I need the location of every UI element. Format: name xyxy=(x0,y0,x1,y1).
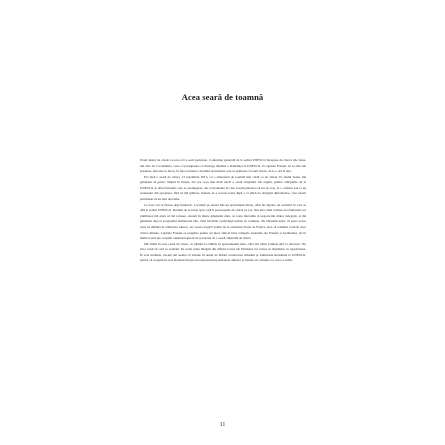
paragraph: La acea oră se făcuse deja întuneric. Locuiam pe atunci într-un apartament micuț, aflat nu departe de cartierul în care se află și sediul UNESCO. Drumul de la birou spre casă îl parcurgeam de obicei pe jos, mai ales când vremea era frumoasă, iar plimbarea mă ajuta să mă relaxez. Aveam în minte gândurile zilei, cu toate discuțiile și negocierile dintre delegații, și mă gândeam deja la programul următoarei zile, când lucrările conferinței urmau să continue. Nu bănuiam deloc că seara aceea avea să rămână în amintirea tuturor, iar vestea tragică venită de la stadionul Stade de France avea să schimbe totul în doar câteva minute. Capitala Franței se pregătea pentru un meci amical între echipele naționale ale Franței și Germaniei, iar în multe locuri ale orașului oamenii ieșiseră să se bucure de o seară obișnuită de vineri. xyxy=(140,202,306,241)
body-text xyxy=(140,158,306,264)
paragraph: Mă aflam în acea seară de vineri, cu gândul la odihnă, în apartamentul meu, când am văzut primele știri la televizor. Nu mi-a venit să cred ce vedeam. Pe ecran rulau imagini din diferite locuri ale Parisului, iar vestea se răspândea cu repeziciune. În acel moment, mi-am dat seama că trebuie să anunț de îndată conducerea misiunii și Ambasada României la UNESCO, pentru că ocupam în acel moment funcția de reprezentant permanent adjunct și trebuia să comunic tot ceea ce urma. xyxy=(140,241,306,263)
paragraph: Eram destul de obosit la acea oră a serii pariziene. Conferința generală de la sediul UNESCO începuse de câteva zile bune, din data de 3 noiembrie, ceea ce presupunea ca întreaga misiune a României la UNESCO, în capitala Franței, să se afle sub presiune, mai ales la birou, în fața ecranelor, studiind documente care se primeau cu toată viteza, de la o oră la alta. xyxy=(140,158,306,174)
paragraph: Era încă o seară de vineri, 13 noiembrie 2015, cu o atmosferă de toamnă mai caldă ca de obicei. Pe malul Senei, mă gândeam să petrec timpul în liniște, dar era ceva mai mult decât o seară obișnuită. De regulă, printre obligațiile de la UNESCO se aflau întruniri care se prelungeau, dar și momente în care aveam plăcerea să ies în oraș, la o cafenea sau la un restaurant din apropiere, fără să mă grăbesc, înainte de a reveni acasă după o zi plină de obligații diplomatice, care nu-mi permiteau să ies mai devreme. xyxy=(140,174,306,202)
page-number: 11 xyxy=(219,422,226,428)
chapter-title: Acea seară de toamnă xyxy=(181,92,264,102)
